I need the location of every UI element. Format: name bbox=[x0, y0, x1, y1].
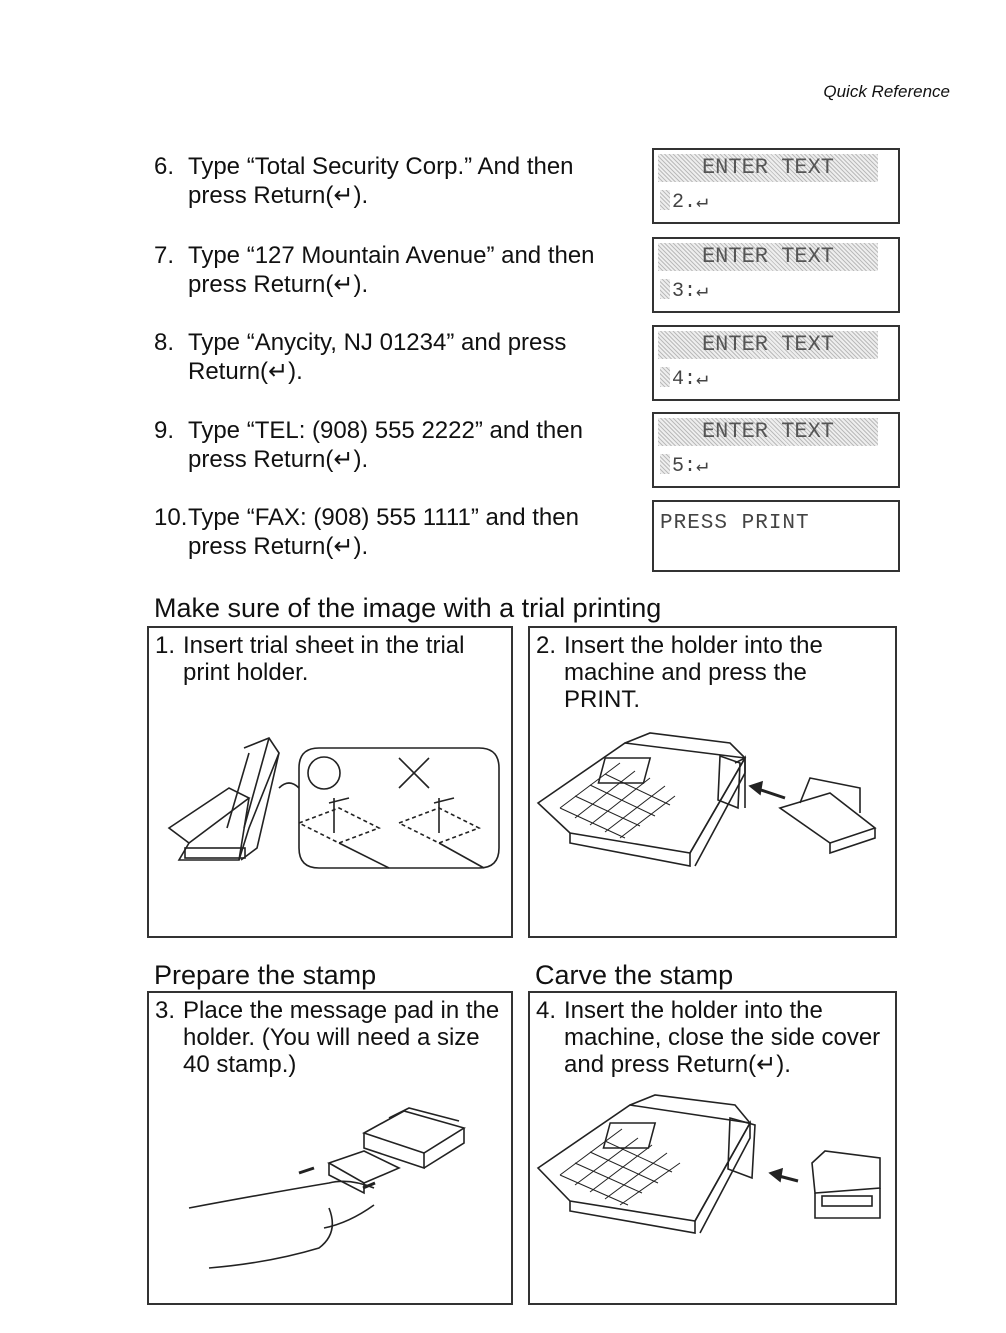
page-header: Quick Reference bbox=[823, 82, 950, 101]
stamp-pad-illustration bbox=[149, 993, 511, 1303]
step-line1: Type “127 Mountain Avenue” and then bbox=[188, 242, 595, 269]
lcd-line: 4:↵ bbox=[672, 368, 709, 391]
panel-line3: PRINT. bbox=[564, 686, 641, 713]
step-8 bbox=[154, 328, 624, 386]
step-number: 10. bbox=[154, 504, 188, 531]
step-number: 8. bbox=[154, 329, 175, 356]
panel-line1: Place the message pad in the bbox=[183, 997, 500, 1024]
lcd-cursor-icon bbox=[660, 190, 670, 210]
panel-line2: machine and press the bbox=[564, 659, 807, 686]
step-line2: press Return(↵). bbox=[188, 446, 369, 473]
panel-line1: Insert trial sheet in the trial bbox=[183, 632, 465, 659]
lcd-line: 2.↵ bbox=[672, 191, 709, 214]
lcd-display-step-6 bbox=[652, 148, 900, 224]
panel-number: 1. bbox=[155, 632, 176, 659]
trial-holder-illustration bbox=[149, 628, 511, 936]
machine-carve-illustration bbox=[530, 993, 895, 1303]
step-10 bbox=[154, 503, 624, 561]
section-title-trial: Make sure of the image with a trial printing bbox=[154, 593, 662, 623]
lcd-cursor-icon bbox=[660, 454, 670, 474]
panel-line2: holder. (You will need a size bbox=[183, 1024, 480, 1051]
section-title-prepare: Prepare the stamp bbox=[154, 960, 377, 990]
step-number: 6. bbox=[154, 153, 175, 180]
panel-number: 4. bbox=[536, 997, 557, 1024]
lcd-line: PRESS PRINT bbox=[660, 512, 810, 535]
panel-number: 3. bbox=[155, 997, 176, 1024]
lcd-prompt: ENTER TEXT bbox=[658, 154, 878, 182]
step-line1: Type “Anycity, NJ 01234” and press bbox=[188, 329, 567, 356]
step-number: 9. bbox=[154, 417, 175, 444]
panel-line1: Insert the holder into the bbox=[564, 632, 823, 659]
step-line2: press Return(↵). bbox=[188, 182, 369, 209]
step-line2: Return(↵). bbox=[188, 358, 303, 385]
machine-print-illustration bbox=[530, 628, 895, 936]
lcd-display-step-9 bbox=[652, 412, 900, 488]
step-number: 7. bbox=[154, 242, 175, 269]
lcd-display-step-10 bbox=[652, 500, 900, 572]
panel-line2: print holder. bbox=[183, 659, 309, 686]
lcd-line: 5:↵ bbox=[672, 455, 709, 478]
step-7 bbox=[154, 241, 624, 299]
panel-step-4 bbox=[528, 991, 897, 1305]
panel-line3: 40 stamp.) bbox=[183, 1051, 297, 1078]
lcd-cursor-icon bbox=[660, 279, 670, 299]
panel-step-2 bbox=[528, 626, 897, 938]
lcd-display-step-8 bbox=[652, 325, 900, 401]
step-line1: Type “FAX: (908) 555 1111” and then bbox=[188, 504, 579, 531]
step-6 bbox=[154, 152, 624, 210]
panel-line1: Insert the holder into the bbox=[564, 997, 823, 1024]
panel-line2: machine, close the side cover bbox=[564, 1024, 881, 1051]
step-line2: press Return(↵). bbox=[188, 271, 369, 298]
panel-step-1 bbox=[147, 626, 513, 938]
section-title-carve: Carve the stamp bbox=[535, 960, 734, 990]
step-line1: Type “TEL: (908) 555 2222” and then bbox=[188, 417, 583, 444]
panel-line3: and press Return(↵). bbox=[564, 1051, 791, 1078]
step-line1: Type “Total Security Corp.” And then bbox=[188, 153, 574, 180]
lcd-prompt: ENTER TEXT bbox=[658, 418, 878, 446]
step-line2: press Return(↵). bbox=[188, 533, 369, 560]
panel-number: 2. bbox=[536, 632, 557, 659]
lcd-prompt: ENTER TEXT bbox=[658, 243, 878, 271]
lcd-cursor-icon bbox=[660, 367, 670, 387]
panel-step-3 bbox=[147, 991, 513, 1305]
lcd-line: 3:↵ bbox=[672, 280, 709, 303]
step-9 bbox=[154, 416, 624, 474]
lcd-prompt: ENTER TEXT bbox=[658, 331, 878, 359]
lcd-display-step-7 bbox=[652, 237, 900, 313]
